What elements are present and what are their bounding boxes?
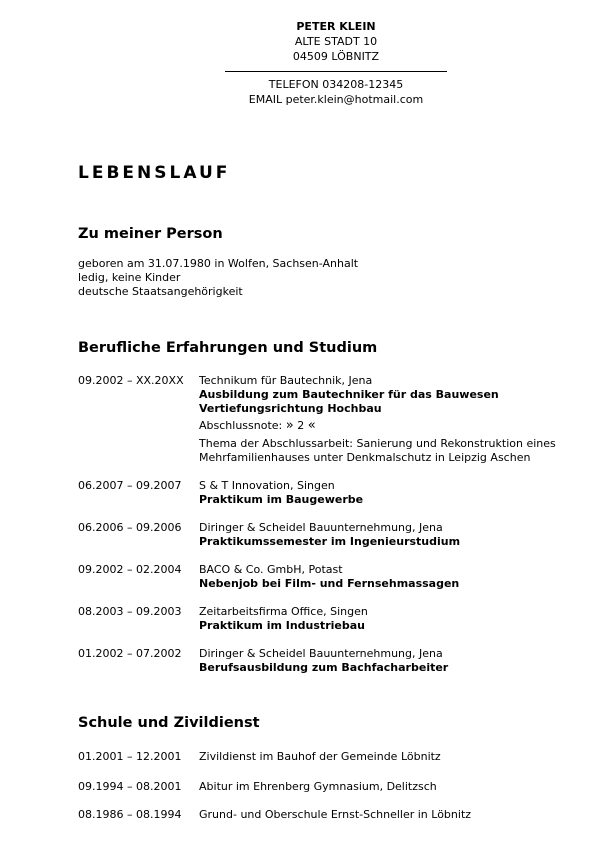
entry-role: Berufsausbildung zum Bachfacharbeiter bbox=[199, 661, 449, 674]
entry-description: Zivildienst im Bauhof der Gemeinde Löbnitz bbox=[199, 750, 441, 763]
career-entry bbox=[78, 521, 588, 549]
entry-company: Zeitarbeitsfirma Office, Singen bbox=[199, 605, 368, 618]
grade-label: Abschlussnote: bbox=[199, 419, 286, 432]
section-heading-school: Schule und Zivildienst bbox=[78, 715, 260, 731]
document-title: LEBENSLAUF bbox=[78, 163, 231, 183]
entry-company: S & T Innovation, Singen bbox=[199, 479, 335, 492]
school-entry bbox=[78, 808, 588, 822]
entry-description: Abitur im Ehrenberg Gymnasium, Delitzsch bbox=[199, 780, 437, 793]
career-entry bbox=[78, 563, 588, 591]
phone-number: TELEFON 034208-12345 bbox=[268, 78, 404, 91]
entry-role: Praktikum im Baugewerbe bbox=[199, 493, 364, 506]
grade-value: 2 bbox=[293, 419, 308, 432]
entry-company: Diringer & Scheidel Bauunternehmung, Jena bbox=[199, 647, 443, 660]
entry-role: Ausbildung zum Bautechniker für das Bauwesen bbox=[199, 388, 499, 401]
entry-role: Praktikum im Industriebau bbox=[199, 619, 365, 632]
career-entry bbox=[78, 647, 588, 675]
entry-institution: Technikum für Bautechnik, Jena bbox=[199, 374, 373, 387]
entry-company: BACO & Co. GmbH, Potast bbox=[199, 563, 343, 576]
career-entry bbox=[78, 605, 588, 633]
final-grade bbox=[199, 419, 588, 433]
thesis-line-2: Mehrfamilienhauses unter Denkmalschutz in Leipzig Aschen bbox=[199, 451, 531, 464]
entry-role: Praktikumssemester im Ingenieurstudium bbox=[199, 535, 461, 548]
section-heading-career: Berufliche Erfahrungen und Studium bbox=[78, 340, 378, 356]
grade-open-quote: » bbox=[285, 418, 294, 433]
entry-date: 09.2002 – XX.20XX bbox=[78, 374, 184, 387]
personal-details bbox=[78, 257, 358, 299]
grade-close-quote: « bbox=[307, 418, 316, 433]
nationality: deutsche Staatsangehörigkeit bbox=[78, 285, 243, 298]
entry-description: Grund- und Oberschule Ernst-Schneller in Löbnitz bbox=[199, 808, 472, 821]
city-address: 04509 LÖBNITZ bbox=[292, 50, 380, 63]
header-divider bbox=[225, 71, 447, 72]
entry-date: 01.2001 – 12.2001 bbox=[78, 750, 182, 763]
entry-date: 01.2002 – 07.2002 bbox=[78, 647, 182, 660]
applicant-name: PETER KLEIN bbox=[296, 20, 376, 33]
entry-date: 09.2002 – 02.2004 bbox=[78, 563, 182, 576]
entry-date: 08.2003 – 09.2003 bbox=[78, 605, 182, 618]
career-entry bbox=[78, 374, 588, 465]
thesis-line-1: Thema der Abschlussarbeit: Sanierung und Rekonstruktion eines bbox=[199, 437, 556, 450]
career-entry bbox=[78, 479, 588, 507]
birth-info: geboren am 31.07.1980 in Wolfen, Sachsen-Anhalt bbox=[78, 257, 359, 270]
section-heading-person: Zu meiner Person bbox=[78, 226, 223, 242]
entry-company: Diringer & Scheidel Bauunternehmung, Jena bbox=[199, 521, 443, 534]
contact-header bbox=[0, 19, 600, 107]
email-address: EMAIL peter.klein@hotmail.com bbox=[248, 93, 424, 106]
school-entry bbox=[78, 750, 588, 764]
entry-date: 09.1994 – 08.2001 bbox=[78, 780, 182, 793]
entry-specialization: Vertiefungsrichtung Hochbau bbox=[199, 402, 382, 415]
family-status: ledig, keine Kinder bbox=[78, 271, 181, 284]
entry-role: Nebenjob bei Film- und Fernsehmassagen bbox=[199, 577, 460, 590]
entry-date: 08.1986 – 08.1994 bbox=[78, 808, 182, 821]
school-entry bbox=[78, 780, 588, 794]
entry-date: 06.2006 – 09.2006 bbox=[78, 521, 182, 534]
entry-date: 06.2007 – 09.2007 bbox=[78, 479, 182, 492]
street-address: ALTE STADT 10 bbox=[294, 35, 378, 48]
